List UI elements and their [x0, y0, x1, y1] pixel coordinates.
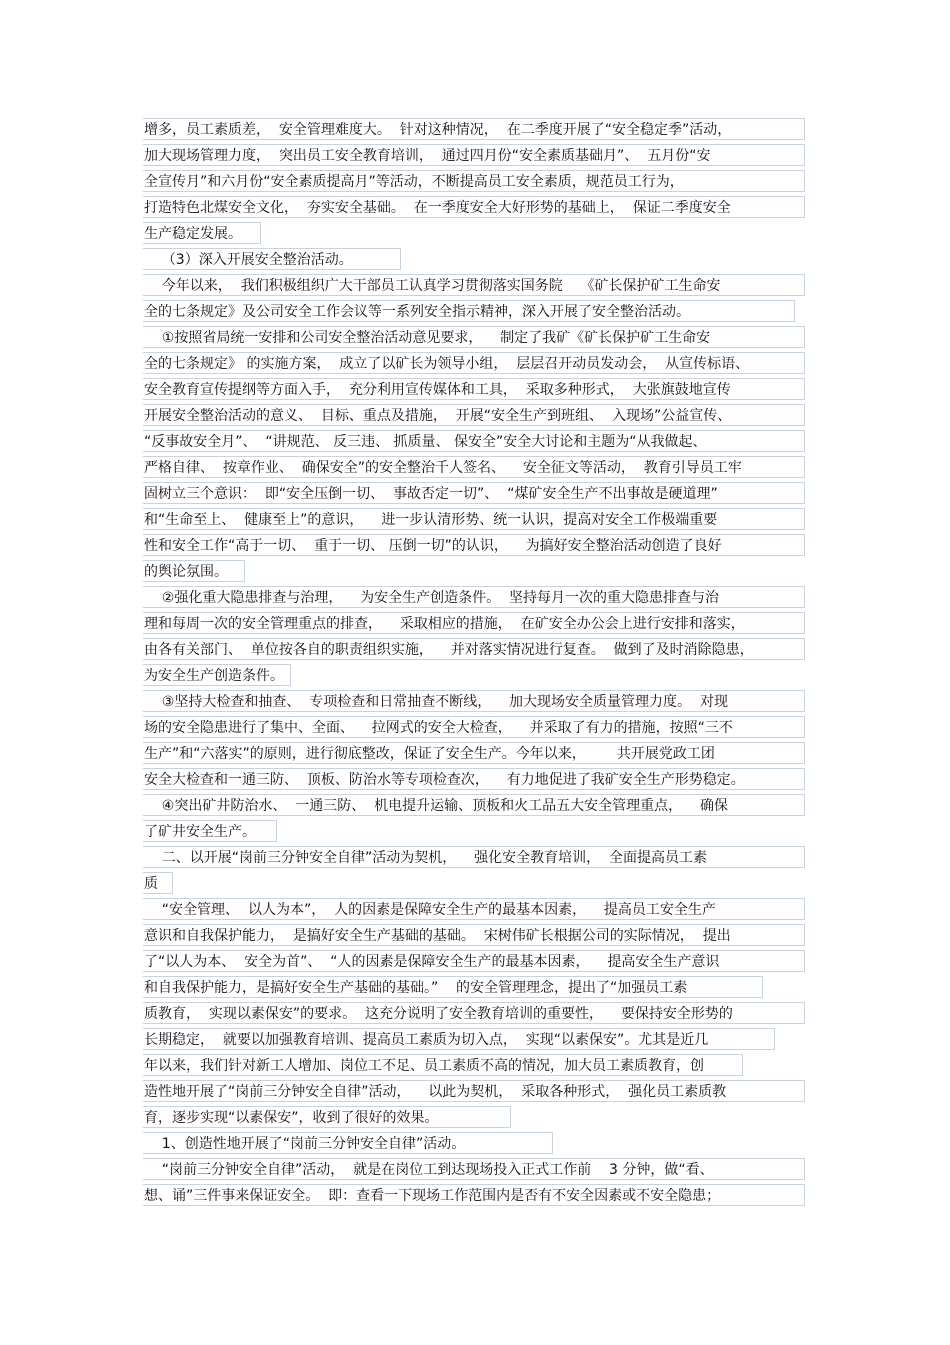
text-line: ①按照省局统一安排和公司安全整治活动意见要求， 制定了我矿《矿长保护矿工生命安	[143, 326, 805, 348]
text-line: 开展安全整治活动的意义、 目标、重点及措施， 开展“安全生产到班组、 入现场”公益宣传、	[143, 404, 805, 426]
text-line: 质	[143, 872, 173, 894]
text-line: 今年以来， 我们积极组织广大干部员工认真学习贯彻落实国务院 《矿长保护矿工生命安	[143, 274, 805, 296]
text-line: 为安全生产创造条件。	[143, 664, 291, 686]
text-line: 质教育， 实现以素保安”的要求。 这充分说明了安全教育培训的重要性， 要保持安全形势的	[143, 1002, 805, 1024]
text-line: 性和安全工作“高于一切、 重于一切、 压倒一切”的认识， 为搞好安全整治活动创造了良好	[143, 534, 805, 556]
text-line: 加大现场管理力度， 突出员工安全教育培训， 通过四月份“安全素质基础月”、 五月份“安	[143, 144, 805, 166]
text-line: （3）深入开展安全整治活动。	[143, 248, 401, 270]
text-line: 造性地开展了“岗前三分钟安全自律”活动， 以此为契机， 采取各种形式， 强化员工素质教	[143, 1080, 805, 1102]
text-line: 年以来，我们针对新工人增加、岗位工不足、员工素质不高的情况，加大员工素质教育，创	[143, 1054, 743, 1076]
text-line: 全的七条规定》 的实施方案， 成立了以矿长为领导小组， 层层召开动员发动会， 从宣传标语、	[143, 352, 805, 374]
text-line: “反事故安全月”、 “讲规范、 反三违、 抓质量、 保安全”安全大讨论和主题为“从我做起、	[143, 430, 805, 452]
text-line: ③坚持大检查和抽查、 专项检查和日常抽查不断线， 加大现场安全质量管理力度。 对现	[143, 690, 805, 712]
text-line: 安全教育宣传提纲等方面入手， 充分利用宣传媒体和工具， 采取多种形式， 大张旗鼓地宣传	[143, 378, 805, 400]
text-line: 全的七条规定》及公司安全工作会议等一系列安全指示精神，深入开展了安全整治活动。	[143, 300, 795, 322]
text-line: 安全大检查和一通三防、 顶板、防治水等专项检查次， 有力地促进了我矿安全生产形势稳定。	[143, 768, 805, 790]
text-line: 打造特色北煤安全文化， 夯实安全基础。 在一季度安全大好形势的基础上， 保证二季度安全	[143, 196, 805, 218]
text-line: 生产稳定发展。	[143, 222, 261, 244]
text-line: ④突出矿井防治水、 一通三防、 机电提升运输、顶板和火工品五大安全管理重点， 确保	[143, 794, 805, 816]
text-line: “岗前三分钟安全自律”活动， 就是在岗位工到达现场投入正式工作前 3 分钟，做“看、	[143, 1158, 805, 1180]
text-line: 和自我保护能力，是搞好安全生产基础的基础。” 的安全管理理念，提出了“加强员工素	[143, 976, 763, 998]
text-line: 了“以人为本、 安全为首”、 “人的因素是保障安全生产的最基本因素， 提高安全生产意识	[143, 950, 805, 972]
text-line: “安全管理、 以人为本”， 人的因素是保障安全生产的最基本因素， 提高员工安全生产	[143, 898, 805, 920]
text-line: 了矿井安全生产。	[143, 820, 277, 842]
text-line: 严格自律、 按章作业、 确保安全”的安全整治千人签名、 安全征文等活动， 教育引导员工牢	[143, 456, 805, 478]
text-line: 和“生命至上、 健康至上”的意识， 进一步认清形势、统一认识，提高对安全工作极端重要	[143, 508, 805, 530]
text-line: 长期稳定， 就要以加强教育培训、提高员工素质为切入点， 实现“以素保安”。尤其是近几	[143, 1028, 775, 1050]
text-line: 生产”和“六落实”的原则，进行彻底整改，保证了安全生产。今年以来， 共开展党政工团	[143, 742, 805, 764]
text-line: 意识和自我保护能力， 是搞好安全生产基础的基础。 宋树伟矿长根据公司的实际情况， 提出	[143, 924, 805, 946]
text-line: 二、以开展“岗前三分钟安全自律”活动为契机， 强化安全教育培训， 全面提高员工素	[143, 846, 805, 868]
text-line: 增多，员工素质差， 安全管理难度大。 针对这种情况， 在二季度开展了“安全稳定季”活动，	[143, 118, 805, 140]
text-line: 理和每周一次的安全管理重点的排查， 采取相应的措施， 在矿安全办公会上进行安排和落实，	[143, 612, 805, 634]
text-line: 固树立三个意识： 即“安全压倒一切、 事故否定一切”、 “煤矿安全生产不出事故是硬道理”	[143, 482, 805, 504]
text-line: 想、诵”三件事来保证安全。 即：查看一下现场工作范围内是否有不安全因素或不安全隐患；	[143, 1184, 805, 1206]
text-line: 全宣传月”和六月份“安全素质提高月”等活动，不断提高员工安全素质，规范员工行为，	[143, 170, 805, 192]
text-line: 由各有关部门、 单位按各自的职责组织实施， 并对落实情况进行复查。 做到了及时消除隐患，	[143, 638, 805, 660]
text-line: 1、创造性地开展了“岗前三分钟安全自律”活动。	[143, 1132, 553, 1154]
text-line: 场的安全隐患进行了集中、全面、 拉网式的安全大检查， 并采取了有力的措施，按照“三不	[143, 716, 805, 738]
text-line: 的舆论氛围。	[143, 560, 245, 582]
text-line: 育，逐步实现“以素保安”，收到了很好的效果。	[143, 1106, 511, 1128]
text-line: ②强化重大隐患排查与治理， 为安全生产创造条件。 坚持每月一次的重大隐患排查与治	[143, 586, 805, 608]
